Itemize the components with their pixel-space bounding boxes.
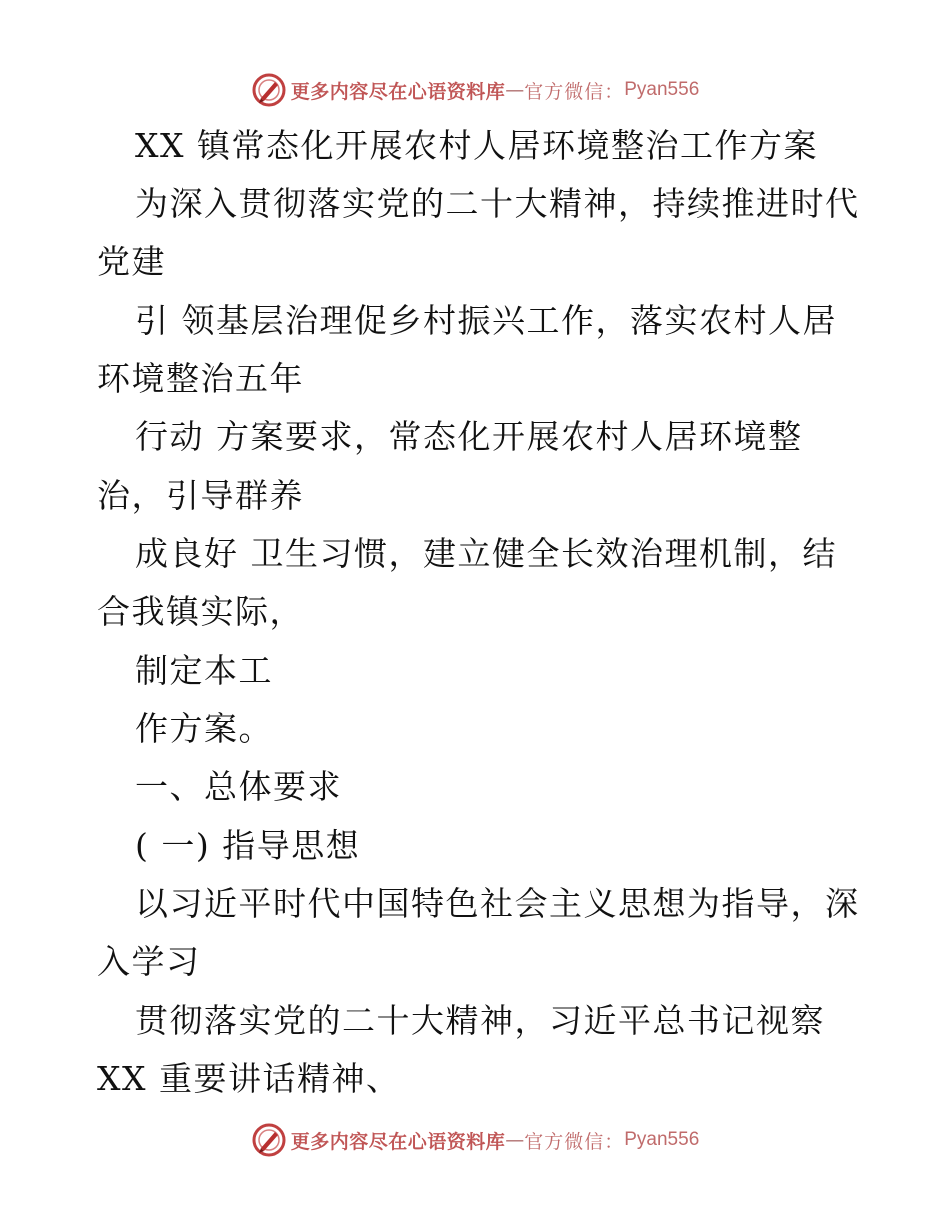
paragraph-line: 治，引导群养: [97, 476, 304, 515]
pen-logo-icon: [251, 72, 287, 108]
paragraph-line: 作方案。: [135, 709, 273, 748]
subsection-heading: ( 一) 指导思想: [135, 826, 361, 865]
watermark-dash: —: [505, 1129, 525, 1151]
paragraph-line: 为深入贯彻落实党的二十大精神，持续推进时代: [135, 184, 860, 223]
document-title: XX 镇常态化开展农村人居环境整治工作方案: [135, 126, 818, 165]
watermark-wechat-id: Pyan556: [624, 79, 700, 100]
paragraph-line: 以习近平时代中国特色社会主义思想为指导，深: [135, 884, 860, 923]
paragraph-line: 合我镇实际，: [97, 592, 304, 631]
watermark-wechat-id: Pyan556: [624, 1129, 700, 1150]
paragraph-line: 党建: [97, 242, 166, 281]
watermark-main-text: 更多内容尽在心语资料库: [290, 1130, 506, 1153]
header-watermark: [0, 70, 950, 110]
paragraph-line: 引 领基层治理促乡村振兴工作，落实农村人居: [135, 301, 837, 340]
paragraph-line: 环境整治五年: [97, 359, 304, 398]
watermark-wechat-label: 官方微信：: [524, 80, 625, 103]
section-heading: 一、总体要求: [135, 767, 342, 806]
pen-logo-icon: [251, 1122, 287, 1158]
paragraph-line: 入学习: [97, 942, 201, 981]
paragraph-line: 行动 方案要求，常态化开展农村人居环境整: [135, 417, 803, 456]
paragraph-line: 制定本工: [135, 651, 273, 690]
footer-watermark: [0, 1120, 950, 1160]
paragraph-line: 贯彻落实党的二十大精神，习近平总书记视察: [135, 1001, 825, 1040]
watermark-wechat-label: 官方微信：: [524, 1130, 625, 1153]
watermark-main-text: 更多内容尽在心语资料库: [290, 80, 506, 103]
watermark-dash: —: [505, 79, 525, 101]
paragraph-line: 成良好 卫生习惯，建立健全长效治理机制，结: [135, 534, 837, 573]
paragraph-line: XX 重要讲话精神、: [97, 1059, 401, 1098]
